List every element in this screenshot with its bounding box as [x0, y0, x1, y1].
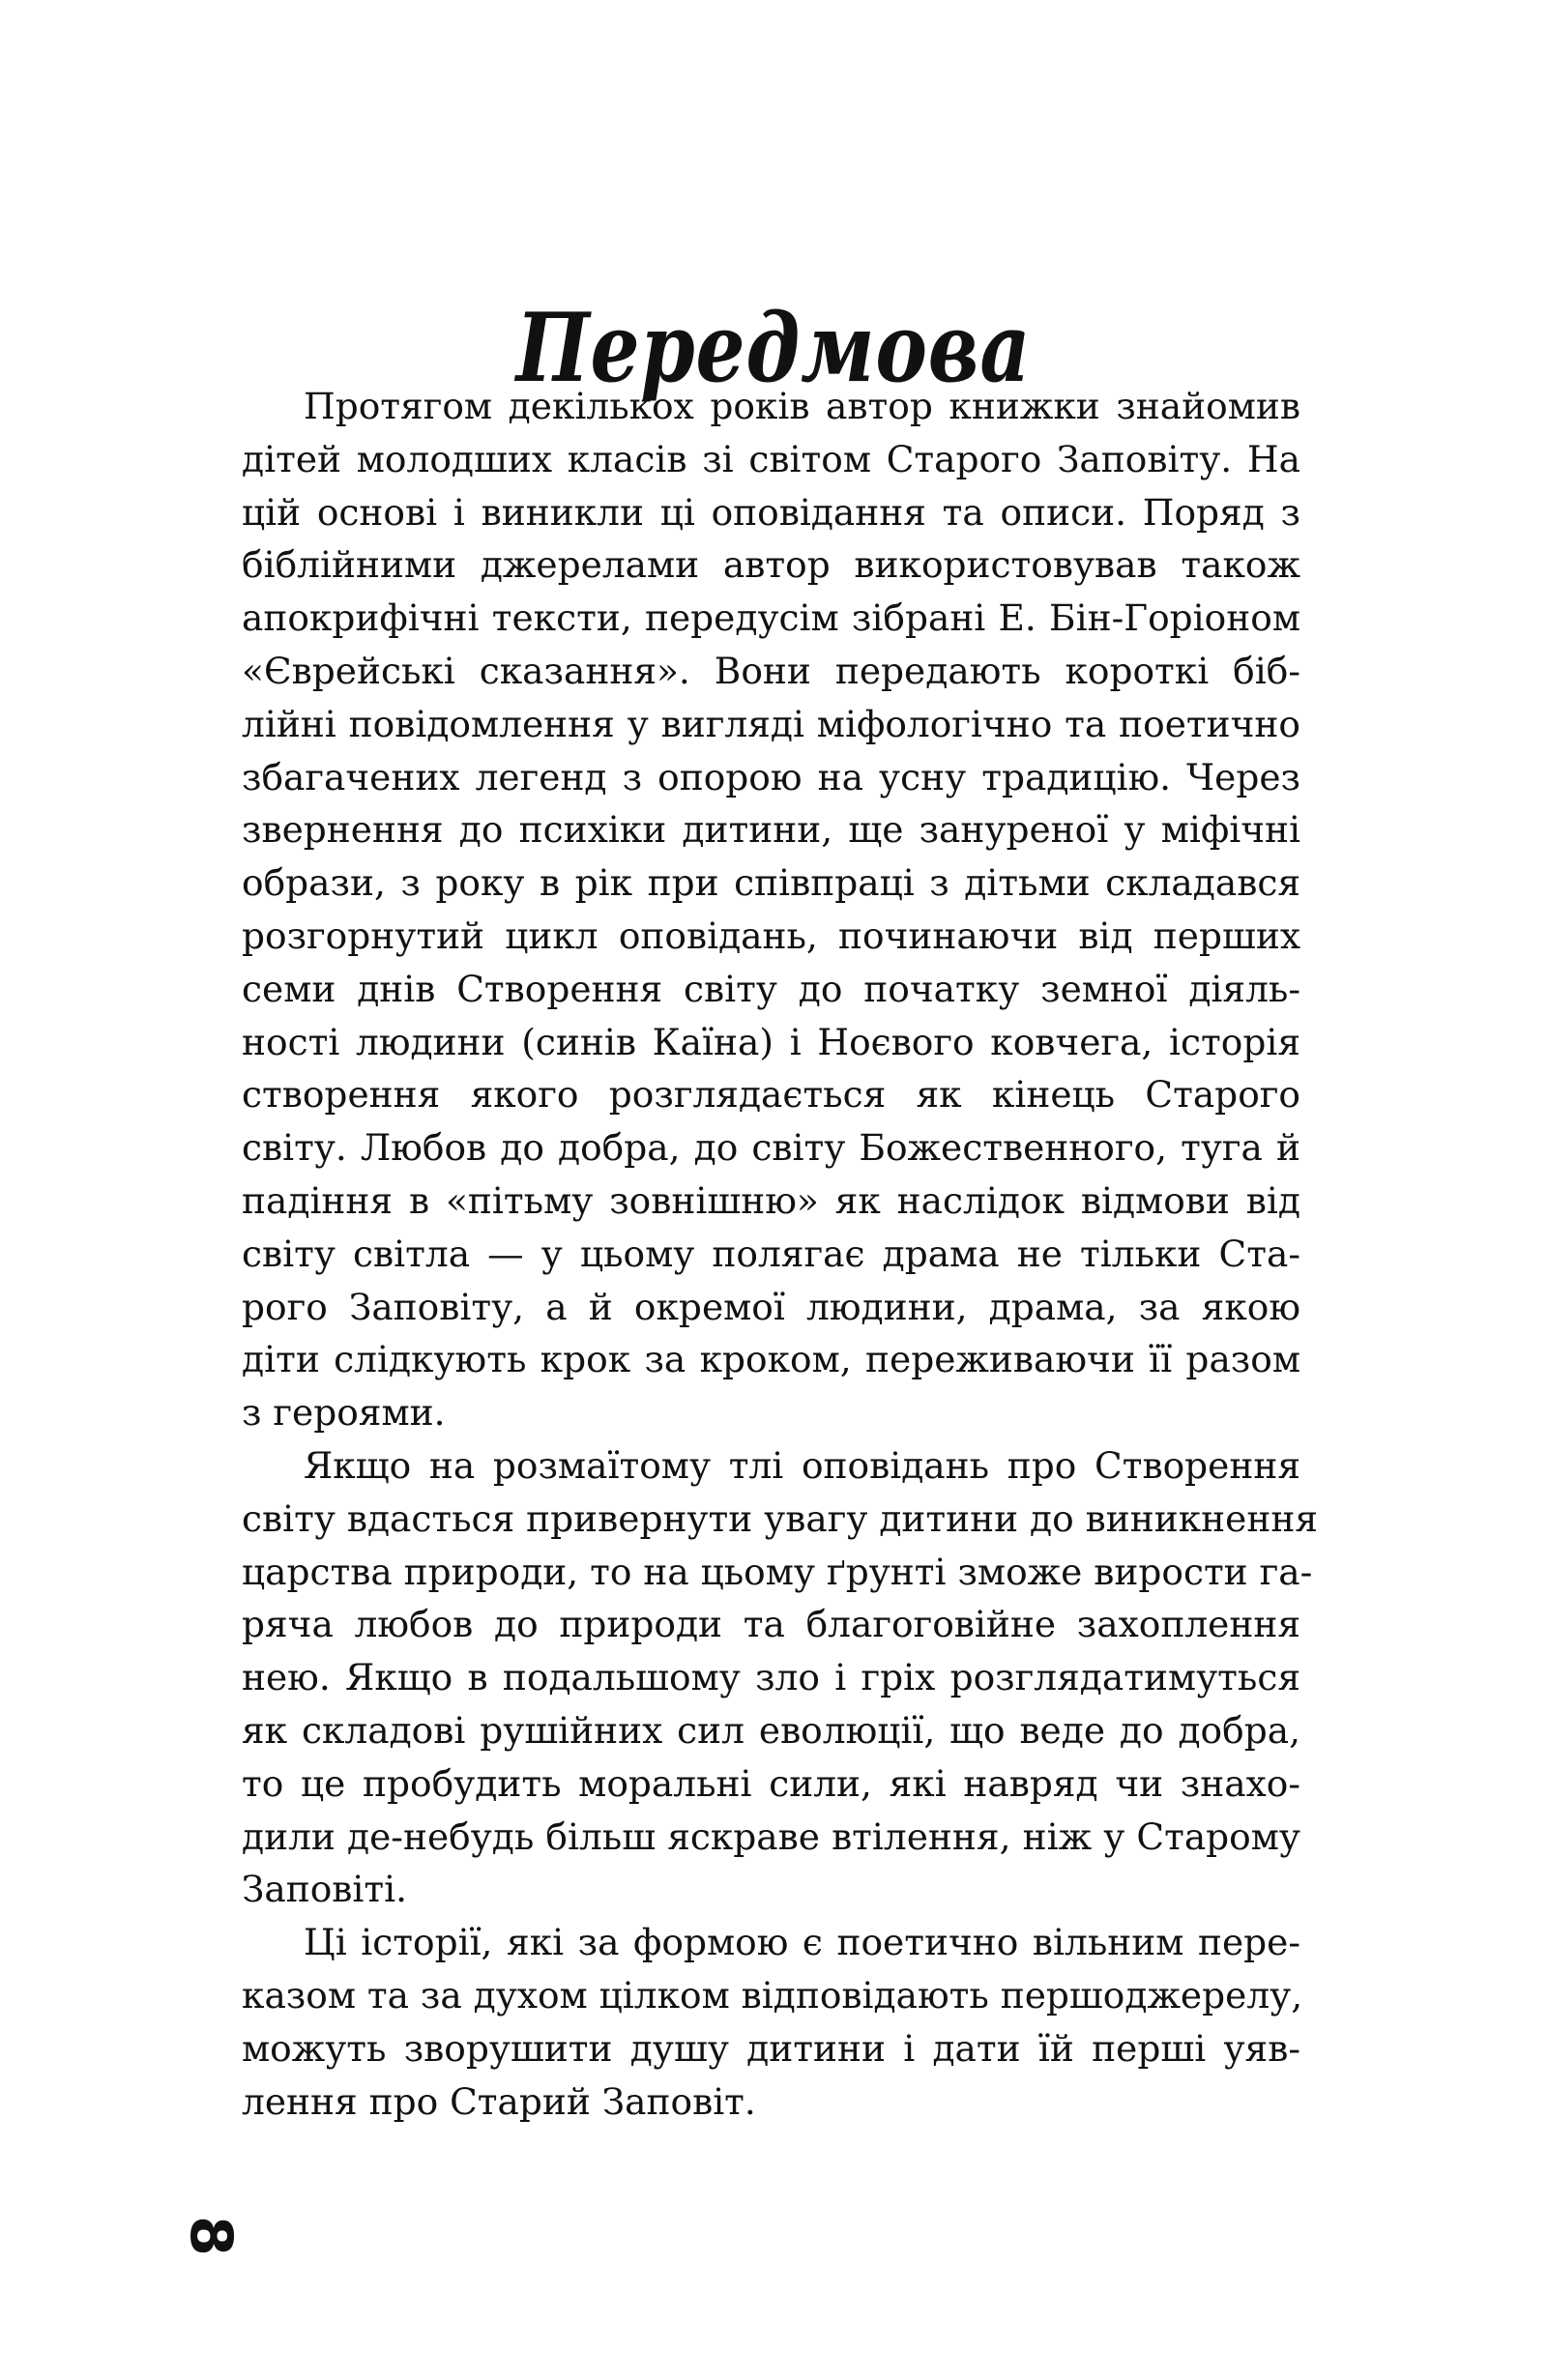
page-number: 8: [177, 2216, 245, 2256]
text-line: з героями.: [242, 1391, 446, 1435]
text-line: розгорнутий цикл оповідань, починаючи від перших: [242, 914, 1300, 957]
text-line: царства природи, то на цьому ґрунті зможе вирости га-: [242, 1550, 1313, 1593]
text-line: дітей молодших класів зі світом Старого Заповіту. На: [242, 437, 1300, 480]
text-line: як складові рушійних сил еволюції, що веде до добра,: [242, 1708, 1300, 1752]
text-line: семи днів Створення світу до початку земної діяль-: [242, 967, 1300, 1010]
text-line: лення про Старий Заповіт.: [242, 2079, 756, 2123]
text-line: апокрифічні тексти, передусім зібрані Е. Бін-Горіоном: [242, 596, 1300, 640]
text-line: ряча любов до природи та благоговійне захоплення: [242, 1603, 1300, 1646]
text-line: то це пробудить моральні сили, які навряд чи знахо-: [242, 1761, 1300, 1805]
text-line: «Єврейські сказання». Вони передають короткі біб-: [242, 649, 1300, 692]
text-line: падіння в «пітьму зовнішню» як наслідок відмови від: [242, 1178, 1300, 1222]
text-line: Заповіті.: [242, 1868, 408, 1911]
text-line: можуть зворушити душу дитини і дати їй перші уяв-: [242, 2026, 1300, 2070]
paragraph-1: [242, 380, 1300, 1439]
page-title: Передмова: [515, 292, 1032, 404]
text-line: світу вдасться привернути увагу дитини до виникнення: [242, 1496, 1319, 1540]
text-line: створення якого розглядається як кінець Старого: [242, 1073, 1300, 1117]
text-line: цій основі і виникли ці оповідання та описи. Поряд з: [242, 490, 1300, 534]
text-line: ності людини (синів Каїна) і Ноєвого ковчега, історія: [242, 1020, 1300, 1063]
text-line: Ці історії, які за формою є поетично вільним пере-: [304, 1921, 1300, 1964]
body-text: [242, 380, 1319, 2128]
text-line: Протягом декількох років автор книжки знайомив: [304, 385, 1300, 427]
text-line: світу світла — у цьому полягає драма не тільки Ста-: [242, 1232, 1300, 1275]
text-line: Якщо на розмаїтому тлі оповідань про Створення: [304, 1443, 1300, 1487]
text-line: образи, з року в рік при співпраці з дітьми складався: [242, 861, 1300, 905]
text-line: звернення до психіки дитини, ще зануреної у міфічні: [242, 808, 1300, 852]
text-line: дили де-небудь більш яскраве втілення, ніж у Старому: [242, 1814, 1300, 1858]
text-line: казом та за духом цілком відповідають першоджерелу,: [242, 1973, 1303, 2017]
paragraph-2: [242, 1439, 1319, 1916]
text-line: нею. Якщо в подальшому зло і гріх розглядатимуться: [242, 1656, 1300, 1699]
text-line: біблійними джерелами автор використовував також: [242, 543, 1300, 587]
paragraph-3: [242, 1916, 1303, 2128]
text-line: лійні повідомлення у вигляді міфологічно та поетично: [242, 702, 1300, 745]
text-line: збагачених легенд з опорою на усну традицію. Через: [242, 755, 1300, 798]
text-line: діти слідкують крок за кроком, переживаючи її разом: [242, 1338, 1300, 1381]
text-line: рого Заповіту, а й окремої людини, драма, за якою: [242, 1285, 1300, 1328]
text-line: світу. Любов до добра, до світу Божественного, туга й: [242, 1126, 1300, 1170]
